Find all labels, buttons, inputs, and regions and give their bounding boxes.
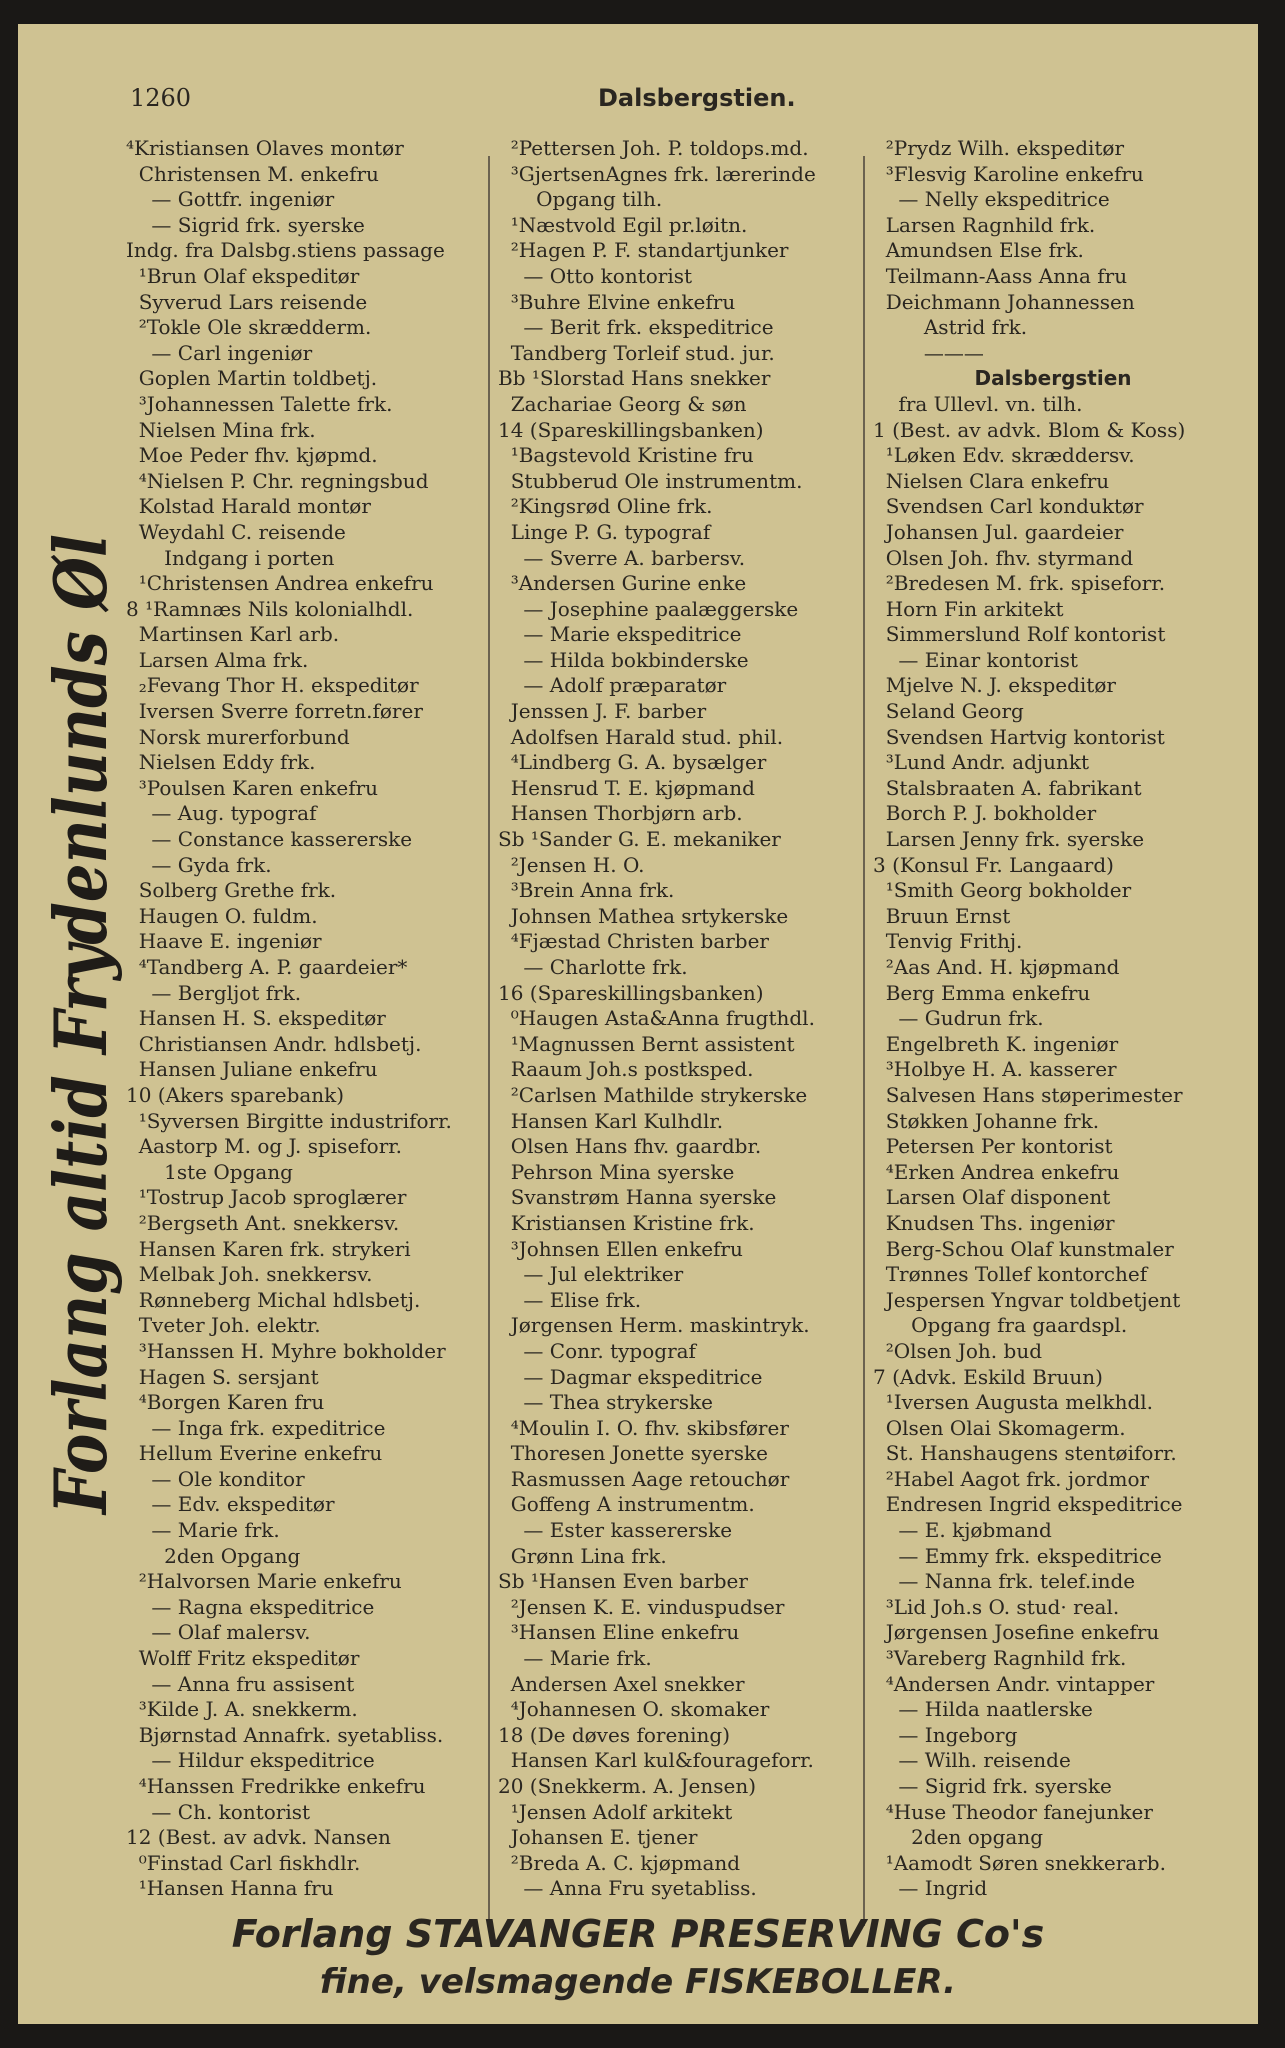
directory-entry: Trønnes Tollef kontorchef <box>873 1262 1148 1287</box>
directory-entry: Norsk murerforbund <box>126 724 350 749</box>
directory-entry: — Charlotte frk. <box>498 955 688 979</box>
directory-entry: ¹Hansen Hanna fru <box>126 1876 334 1901</box>
directory-entry: — Marie ekspeditrice <box>498 622 742 647</box>
directory-entry: Martinsen Karl arb. <box>126 622 340 647</box>
directory-entry: ²Carlsen Mathilde strykerske <box>498 1082 808 1107</box>
directory-entry: ¹Tostrup Jacob sproglærer <box>126 1185 407 1210</box>
directory-entry: Hansen Karl Kulhdlr. <box>498 1108 724 1133</box>
directory-entry: Rønneberg Michal hdlsbetj. <box>126 1287 421 1312</box>
directory-entry: ³Holbye H. A. kasserer <box>873 1057 1117 1082</box>
directory-entry: Goffeng A instrumentm. <box>498 1492 755 1517</box>
directory-entry: ⁴Fjæstad Christen barber <box>498 929 769 954</box>
directory-entry: Solberg Grethe frk. <box>126 878 337 903</box>
directory-entry: 2den Opgang <box>126 1543 301 1568</box>
directory-entry: ³Hansen Eline enkefru <box>498 1620 740 1645</box>
directory-entry: — Olaf malersv. <box>126 1620 311 1645</box>
directory-entry: ⁰Finstad Carl fiskhdlr. <box>126 1850 361 1875</box>
directory-entry: Nielsen Eddy frk. <box>126 750 316 775</box>
directory-entry: 3 (Konsul Fr. Langaard) <box>873 852 1114 877</box>
directory-entry: Knudsen Ths. ingeniør <box>873 1210 1115 1235</box>
directory-entry: Svendsen Hartvig kontorist <box>873 724 1165 749</box>
directory-entry: Andersen Axel snekker <box>498 1671 745 1696</box>
directory-entry: — Gyda frk. <box>126 852 272 877</box>
directory-entry: Hagen S. sersjant <box>126 1364 319 1389</box>
directory-entry: ³Lid Joh.s O. stud· real. <box>873 1594 1120 1619</box>
directory-entry: Wolff Fritz ekspeditør <box>126 1646 360 1671</box>
directory-entry: St. Hanshaugens stentøiforr. <box>873 1441 1177 1466</box>
directory-entry: Sb ¹Sander G. E. mekaniker <box>498 827 781 852</box>
directory-entry: — Hilda naatlerske <box>873 1697 1093 1722</box>
directory-entry: 20 (Snekkerm. A. Jensen) <box>498 1774 757 1798</box>
directory-entry: ⁴Huse Theodor fanejunker <box>873 1799 1153 1824</box>
directory-entry: Mjelve N. J. ekspeditør <box>873 673 1116 698</box>
directory-entry: ⁴Tandberg A. P. gaardeier* <box>126 955 408 979</box>
directory-entry: Jespersen Yngvar toldbetjent <box>873 1287 1181 1312</box>
directory-entry: ²Jensen K. E. vinduspudser <box>498 1594 785 1619</box>
directory-entry: ³Flesvig Karoline enkefru <box>873 161 1144 186</box>
directory-entry: Deichmann Johannessen <box>873 289 1135 314</box>
directory-entry: ³Buhre Elvine enkefru <box>498 289 736 314</box>
directory-entry: ⁴Andersen Andr. vintapper <box>873 1671 1155 1696</box>
directory-entry: Syverud Lars reisende <box>126 289 368 314</box>
directory-entry: — Thea strykerske <box>498 1390 714 1415</box>
directory-entry: ¹Bagstevold Kristine fru <box>498 443 754 468</box>
directory-entry: — E. kjøbmand <box>873 1518 1052 1543</box>
directory-entry: Olsen Hans fhv. gaardbr. <box>498 1134 762 1159</box>
directory-entry: Hellum Everine enkefru <box>126 1441 383 1466</box>
directory-entry: Petersen Per kontorist <box>873 1134 1113 1159</box>
directory-entry: Stubberud Ole instrumentm. <box>498 468 803 493</box>
directory-entry: Zachariae Georg & søn <box>498 391 747 416</box>
directory-entry: Seland Georg <box>873 699 1024 724</box>
directory-entry: Stalsbraaten A. fabrikant <box>873 775 1142 800</box>
directory-entry: Hansen H. S. ekspeditør <box>126 1006 386 1031</box>
directory-entry: ¹Aamodt Søren snekkerarb. <box>873 1850 1166 1875</box>
directory-entry: ³GjertsenAgnes frk. lærerinde <box>498 161 816 186</box>
directory-entry: — Ingrid <box>873 1876 988 1901</box>
directory-entry: Moe Peder fhv. kjøpmd. <box>126 443 378 468</box>
directory-entry: 1ste Opgang <box>126 1159 293 1184</box>
directory-entry: 8 ¹Ramnæs Nils kolonialhdl. <box>126 596 414 621</box>
bottom-advertisement <box>18 1912 1258 2002</box>
directory-entry: ——— <box>873 340 984 365</box>
directory-entry: 7 (Advk. Eskild Bruun) <box>873 1364 1103 1389</box>
directory-entry: Bruun Ernst <box>873 903 1011 928</box>
directory-entry: Bjørnstad Annafrk. syetabliss. <box>126 1722 444 1747</box>
directory-entry: 2den opgang <box>873 1825 1043 1850</box>
column-1 <box>126 136 486 1902</box>
column-divider <box>863 156 865 1926</box>
directory-entry: — Ragna ekspeditrice <box>126 1594 375 1619</box>
directory-entry: Rasmussen Aage retouchør <box>498 1466 790 1491</box>
directory-entry: Jenssen J. F. barber <box>498 699 707 724</box>
directory-entry: — Adolf præparatør <box>498 673 727 698</box>
directory-entry: Hansen Juliane enkefru <box>126 1057 378 1082</box>
directory-entry: Indgang i porten <box>126 545 335 570</box>
directory-entry: Borch P. J. bokholder <box>873 801 1097 826</box>
side-advertisement-text: Forlang altid Frydenlunds Øl <box>46 524 123 1514</box>
directory-entry: ²Olsen Joh. bud <box>873 1338 1043 1363</box>
directory-entry: ⁴Borgen Karen fru <box>126 1390 325 1415</box>
directory-entry: — Anna Fru syetabliss. <box>498 1876 757 1901</box>
directory-entry: Olsen Joh. fhv. styrmand <box>873 545 1134 570</box>
directory-entry: Svendsen Carl konduktør <box>873 494 1144 519</box>
directory-entry: ⁴Johannesen O. skomaker <box>498 1697 770 1722</box>
directory-entry: Tenvig Frithj. <box>873 929 1023 954</box>
directory-entry: Adolfsen Harald stud. phil. <box>498 724 784 749</box>
directory-entry: — Emmy frk. ekspeditrice <box>873 1543 1162 1568</box>
directory-entry: Hensrud T. E. kjøpmand <box>498 775 755 800</box>
directory-entry: Iversen Sverre forretn.fører <box>126 699 423 724</box>
directory-entry: ³Vareberg Ragnhild frk. <box>873 1646 1127 1671</box>
directory-entry: Christiansen Andr. hdlsbetj. <box>126 1031 422 1056</box>
directory-entry: ¹Syversen Birgitte industriforr. <box>126 1108 452 1133</box>
directory-entry: — Ester kassererske <box>498 1518 733 1543</box>
directory-entry: — Einar kontorist <box>873 647 1078 672</box>
directory-entry: 14 (Spareskillingsbanken) <box>498 417 764 442</box>
directory-entry: ¹Smith Georg bokholder <box>873 878 1132 903</box>
directory-page <box>18 24 1258 2024</box>
directory-entry: ³Poulsen Karen enkefru <box>126 775 379 800</box>
directory-entry: Thoresen Jonette syerske <box>498 1441 768 1466</box>
directory-entry: — Nanna frk. telef.inde <box>873 1569 1136 1594</box>
directory-entry: Goplen Martin toldbetj. <box>126 366 378 391</box>
directory-entry: Aastorp M. og J. spiseforr. <box>126 1134 403 1159</box>
directory-entry: ³Johnsen Ellen enkefru <box>498 1236 743 1261</box>
directory-entry: — Carl ingeniør <box>126 340 313 365</box>
directory-entry: Tveter Joh. elektr. <box>126 1313 321 1338</box>
directory-entry: — Sigrid frk. syerske <box>126 212 365 237</box>
directory-entry: — Wilh. reisende <box>873 1748 1071 1773</box>
directory-entry: — Berit frk. ekspeditrice <box>498 315 774 340</box>
directory-entry: — Ingeborg <box>873 1722 1018 1747</box>
directory-entry: ³Hanssen H. Myhre bokholder <box>126 1338 446 1363</box>
directory-entry: ¹Næstvold Egil pr.løitn. <box>498 212 748 237</box>
directory-entry: ²Pettersen Joh. P. toldops.md. <box>498 136 809 160</box>
directory-entry: Pehrson Mina syerske <box>498 1159 735 1184</box>
directory-entry: ⁴Hanssen Fredrikke enkefru <box>126 1774 426 1798</box>
directory-entry: Svanstrøm Hanna syerske <box>498 1185 777 1210</box>
directory-entry: Hansen Thorbjørn arb. <box>498 801 743 826</box>
directory-entry: — Inga frk. expeditrice <box>126 1415 386 1440</box>
directory-entry: — Anna fru assisent <box>126 1671 355 1696</box>
directory-entry: Bb ¹Slorstad Hans snekker <box>498 366 771 391</box>
directory-entry: Melbak Joh. snekkersv. <box>126 1262 373 1287</box>
directory-entry: Berg-Schou Olaf kunstmaler <box>873 1236 1174 1261</box>
directory-entry: ⁴Moulin I. O. fhv. skibsfører <box>498 1415 789 1440</box>
directory-entry: ²Halvorsen Marie enkefru <box>126 1569 402 1594</box>
directory-entry: — Josephine paalæggerske <box>498 596 799 621</box>
directory-entry: ⁴Erken Andrea enkefru <box>873 1159 1120 1184</box>
directory-entry: Haugen O. fuldm. <box>126 903 318 928</box>
directory-entry: — Constance kassererske <box>126 827 413 852</box>
directory-entry: Haave E. ingeniør <box>126 929 322 954</box>
directory-entry: ²Bredesen M. frk. spiseforr. <box>873 571 1166 596</box>
directory-entry: Larsen Jenny frk. syerske <box>873 827 1145 852</box>
directory-entry: ⁴Lindberg G. A. bysælger <box>498 750 767 775</box>
directory-entry: Olsen Olai Skomagerm. <box>873 1415 1126 1440</box>
page-title: Dalsbergstien. <box>598 84 796 112</box>
directory-entry: ²Kingsrød Oline frk. <box>498 494 713 519</box>
directory-entry: ¹Christensen Andrea enkefru <box>126 571 434 596</box>
column-2 <box>498 136 858 1902</box>
directory-entry: Tandberg Torleif stud. jur. <box>498 340 775 365</box>
directory-entry: — Nelly ekspeditrice <box>873 187 1110 212</box>
directory-entry: Raaum Joh.s postksped. <box>498 1057 754 1082</box>
directory-entry: Teilmann-Aass Anna fru <box>873 263 1128 288</box>
directory-entry: — Marie frk. <box>126 1518 280 1543</box>
directory-entry: ²Habel Aagot frk. jordmor <box>873 1466 1150 1491</box>
directory-entry: Endresen Ingrid ekspeditrice <box>873 1492 1183 1517</box>
directory-entry: Astrid frk. <box>873 315 1028 340</box>
directory-entry: — Ole konditor <box>126 1466 305 1491</box>
directory-entry: Linge P. G. typograf <box>498 519 711 544</box>
directory-entry: ³Kilde J. A. snekkerm. <box>126 1697 358 1722</box>
directory-entry: Larsen Olaf disponent <box>873 1185 1111 1210</box>
directory-entry: ²Aas And. H. kjøpmand <box>873 955 1120 979</box>
directory-entry: Jørgensen Herm. maskintryk. <box>498 1313 810 1338</box>
directory-entry: — Elise frk. <box>498 1287 642 1312</box>
directory-entry: Johnsen Mathea srtykerske <box>498 903 789 928</box>
directory-entry: ³Lund Andr. adjunkt <box>873 750 1089 775</box>
directory-entry: — Conr. typograf <box>498 1338 696 1363</box>
directory-entry: 12 (Best. av advk. Nansen <box>126 1825 391 1850</box>
directory-entry: Nielsen Mina frk. <box>126 417 316 442</box>
page-number: 1260 <box>130 84 192 112</box>
directory-entry: — Bergljot frk. <box>126 980 302 1005</box>
directory-entry: ¹Iversen Augusta melkhdl. <box>873 1390 1154 1415</box>
directory-entry: fra Ullevl. vn. tilh. <box>873 391 1083 416</box>
directory-entry: ²Bergseth Ant. snekkersv. <box>126 1210 400 1235</box>
directory-entry: — Edv. ekspeditør <box>126 1492 335 1517</box>
directory-entry: Opgang fra gaardspl. <box>873 1313 1128 1338</box>
directory-entry: — Jul elektriker <box>498 1262 684 1287</box>
directory-entry: Amundsen Else frk. <box>873 238 1084 263</box>
directory-entry: 10 (Akers sparebank) <box>126 1082 345 1107</box>
bottom-ad-line-1: Forlang STAVANGER PRESERVING Co's <box>231 1912 1045 1956</box>
directory-entry: — Sigrid frk. syerske <box>873 1774 1112 1798</box>
directory-entry: Weydahl C. reisende <box>126 519 346 544</box>
directory-entry: Christensen M. enkefru <box>126 161 379 186</box>
side-advertisement <box>46 524 126 1524</box>
directory-entry: 1 (Best. av advk. Blom & Koss) <box>873 417 1186 442</box>
directory-entry: — Gottfr. ingeniør <box>126 187 335 212</box>
directory-entry: Johansen E. tjener <box>498 1825 698 1850</box>
directory-entry: Salvesen Hans støperimester <box>873 1082 1183 1107</box>
directory-entry: Engelbreth K. ingeniør <box>873 1031 1119 1056</box>
directory-entry: 16 (Spareskillingsbanken) <box>498 980 764 1005</box>
bottom-ad-line-2: fine, velsmagende FISKEBOLLER. <box>319 1962 957 2002</box>
column-3 <box>873 136 1233 1902</box>
directory-entry: ¹Brun Olaf ekspeditør <box>126 263 360 288</box>
directory-entry: — Marie frk. <box>498 1646 652 1671</box>
directory-entry: Simmerslund Rolf kontorist <box>873 622 1166 647</box>
directory-entry: ²Hagen P. F. standartjunker <box>498 238 789 263</box>
directory-entry: ²Jensen H. O. <box>498 852 645 877</box>
directory-entry: — Sverre A. barbersv. <box>498 545 746 570</box>
directory-entry: Johansen Jul. gaardeier <box>873 519 1124 544</box>
directory-entry: — Dagmar ekspeditrice <box>498 1364 763 1389</box>
directory-entry: Indg. fra Dalsbg.stiens passage <box>126 238 445 263</box>
directory-entry: ²Prydz Wilh. ekspeditør <box>873 136 1125 160</box>
directory-entry: ⁴Kristiansen Olaves montør <box>126 136 404 160</box>
directory-entry: Hansen Karl kul&fourageforr. <box>498 1748 814 1773</box>
directory-entry: Nielsen Clara enkefru <box>873 468 1110 493</box>
directory-entry: ³Andersen Gurine enke <box>498 571 747 596</box>
directory-entry: Kristiansen Kristine frk. <box>498 1210 755 1235</box>
directory-entry: ⁰Haugen Asta&Anna frugthdl. <box>498 1006 815 1031</box>
directory-entry: — Hilda bokbinderske <box>498 647 749 672</box>
directory-entry: Hansen Karen frk. strykeri <box>126 1236 411 1261</box>
directory-entry: Horn Fin arkitekt <box>873 596 1064 621</box>
directory-entry: Opgang tilh. <box>498 187 663 212</box>
directory-entry: ²Tokle Ole skrædderm. <box>126 315 372 340</box>
directory-entry: — Aug. typograf <box>126 801 317 826</box>
directory-entry: ¹Jensen Adolf arkitekt <box>498 1799 733 1824</box>
directory-entry: Støkken Johanne frk. <box>873 1108 1100 1133</box>
directory-entry: Grønn Lina frk. <box>498 1543 667 1568</box>
directory-entry: — Ch. kontorist <box>126 1799 311 1824</box>
directory-entry: Sb ¹Hansen Even barber <box>498 1569 748 1594</box>
directory-entry: ³Brein Anna frk. <box>498 878 675 903</box>
directory-entry: 18 (De døves forening) <box>498 1722 731 1747</box>
directory-entry: Kolstad Harald montør <box>126 494 371 519</box>
column-divider <box>488 156 490 1926</box>
directory-entry: — Gudrun frk. <box>873 1006 1044 1031</box>
directory-entry: ³Johannessen Talette frk. <box>126 391 393 416</box>
directory-entry: ⁴Nielsen P. Chr. regningsbud <box>126 468 429 493</box>
directory-entry: ¹Løken Edv. skræddersv. <box>873 443 1135 468</box>
section-heading: Dalsbergstien <box>974 366 1132 391</box>
directory-entry: Berg Emma enkefru <box>873 980 1091 1005</box>
directory-entry: Larsen Ragnhild frk. <box>873 212 1096 237</box>
directory-entry: — Otto kontorist <box>498 263 693 288</box>
directory-entry: — Hildur ekspeditrice <box>126 1748 375 1773</box>
directory-entry: ²Breda A. C. kjøpmand <box>498 1850 741 1875</box>
directory-entry: ₂Fevang Thor H. ekspeditør <box>126 673 419 698</box>
directory-entry: Jørgensen Josefine enkefru <box>873 1620 1160 1645</box>
directory-entry: ¹Magnussen Bernt assistent <box>498 1031 795 1056</box>
directory-entry: Larsen Alma frk. <box>126 647 309 672</box>
